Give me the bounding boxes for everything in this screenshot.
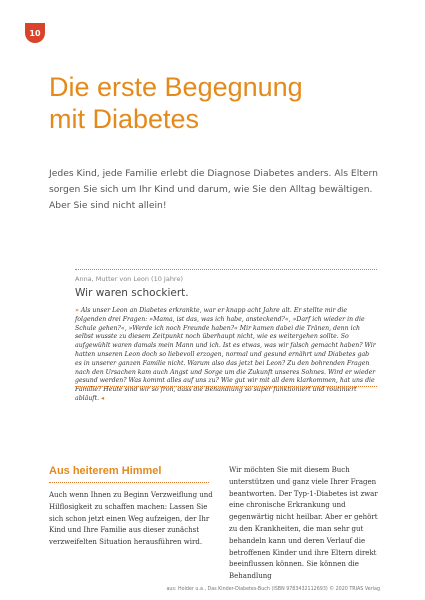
quote-end-icon: ◂ [101, 394, 105, 402]
section-heading: Aus heiterem Himmel [49, 465, 162, 477]
quote-top-rule [75, 269, 377, 270]
left-column-text: Auch wenn Ihnen zu Beginn Verzweiflung und Hilflosigkeit zu schaffen machen: Lassen Sie sich schon jetzt einen Weg aufzeigen, der Ihr Kind und Ihre Familie aus dieser zunächst verzweifelten Situation herausführen wird. [49, 491, 213, 547]
quote-body: Als unser Leon an Diabetes erkrankte, war er knapp acht Jahre alt. Er stellte mir die folgenden drei Fragen: »Mama, ist das, was ich habe, ansteckend?«, »Darf ich wieder in die Schule gehen?«, »Werde ich noch Freunde haben?« Mir kamen dabei die Tränen, denn ich selbst wusste zu diesem Zeitpunkt noch überhaupt nicht, wie es weitergehen sollte. So aufgewühlt waren damals mein Mann und ich. Ist es etwas, was wir falsch gemacht haben? Wir hatten unseren Leon doch so liebevoll erzogen, normal und gesund ernährt und Diabetes gab es in unserer ganzen Familie nicht. Warum also das jetzt bei Leon? Zu den bohrenden Fragen nach den Ursachen kam auch Angst und Sorge um die Zukunft unseres Sohnes. Wird er wieder gesund werden? Was kommt alles auf uns zu? Wie gut wir mit all dem klarkommen, hat uns die Familie? Heute sind wir so froh, dass die Behandlung so super funktioniert und routiniert abläuft. [75, 307, 376, 402]
right-column-text: Wir möchten Sie mit diesem Buch unterstützen und ganz viele Ihrer Fragen beantworten. Der Typ-1-Diabetes ist zwar eine chronische Erkrankung und gegenwärtig nicht heilbar. Aber er gehört zu den Krankheiten, die man sehr gut behandeln kann und deren Verlauf die betroffenen Kinder und ihre Eltern direkt beeinflussen können. Sie können die Behandlung [229, 466, 378, 581]
quote-headline: Wir waren schockiert. [75, 287, 189, 299]
quote-text [75, 307, 377, 404]
quote-bottom-rule [75, 386, 377, 387]
quote-box [75, 269, 377, 402]
title-line-1: Die erste Begegnung [49, 72, 303, 102]
quote-open-mark: » [75, 307, 79, 314]
title-line-2: mit Diabetes [49, 104, 200, 134]
source-footer: aus: Holder u.a., Das Kinder-Diabetes-Buch (ISBN 9783432112693) © 2020 TRIAS Verlag [166, 587, 380, 592]
page-title [49, 71, 389, 135]
page-number: 10 [29, 28, 41, 38]
page-number-badge [25, 23, 45, 43]
quote-author: Anna, Mutter von Leon (10 Jahre) [75, 275, 183, 283]
lead-paragraph: Jedes Kind, jede Familie erlebt die Diagnose Diabetes anders. Als Eltern sorgen Sie sich um Ihr Kind und darum, wie Sie den Alltag bewältigen. Aber Sie sind nicht allein! [49, 168, 378, 211]
section-rule [49, 482, 209, 483]
